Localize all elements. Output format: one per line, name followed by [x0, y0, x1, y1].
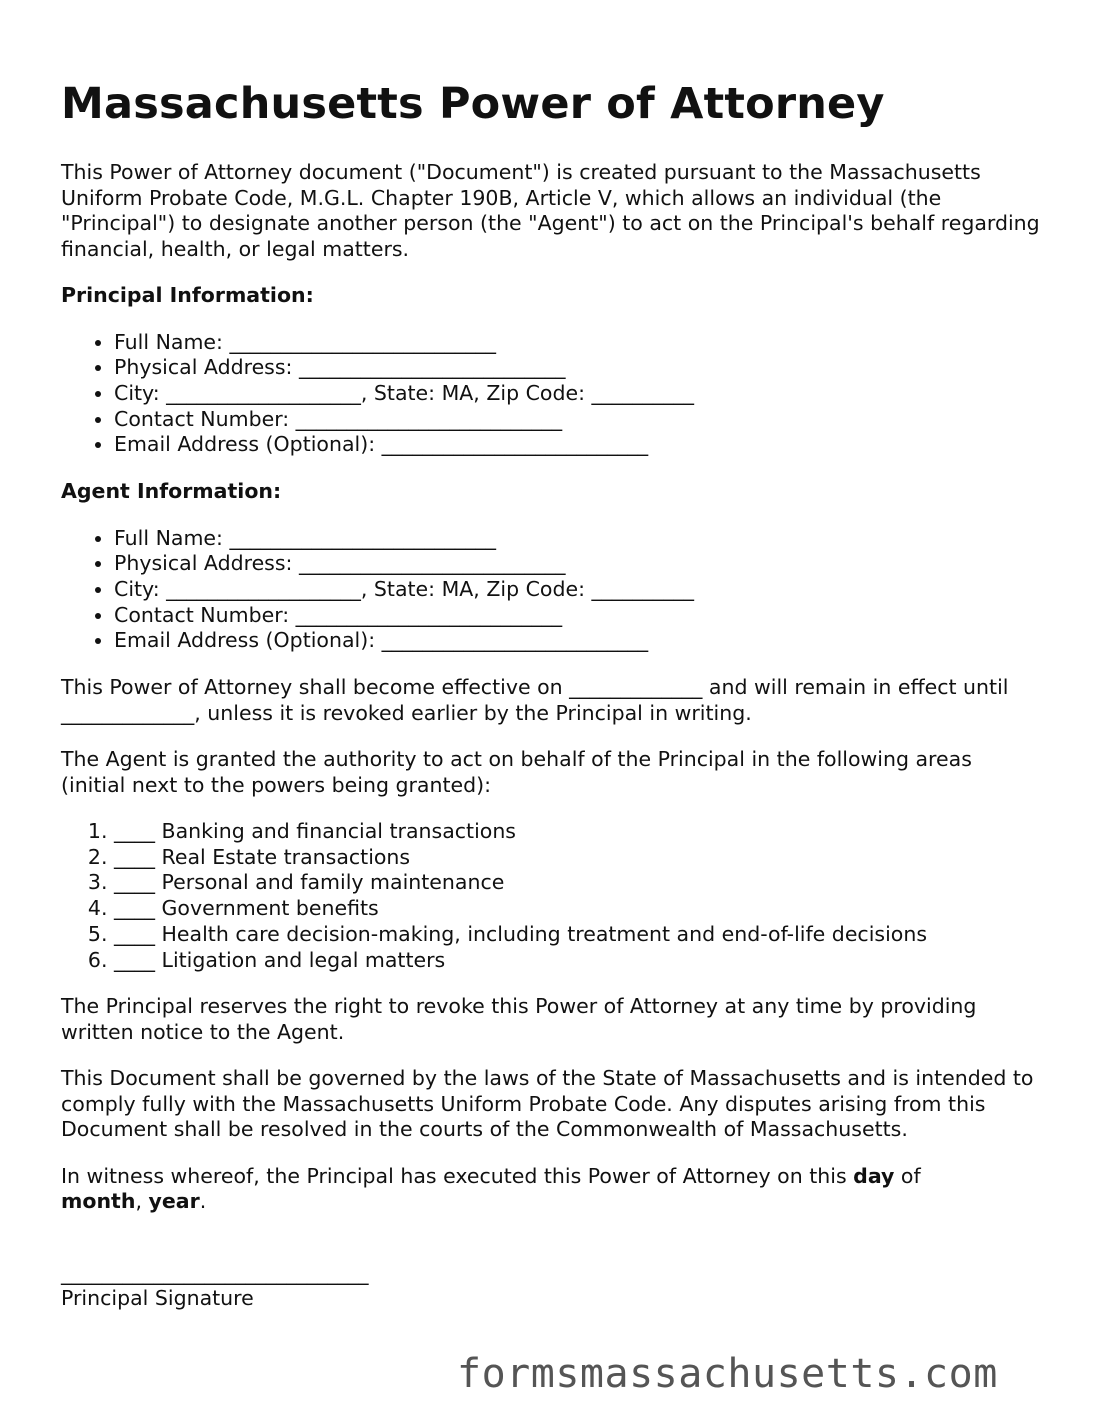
- principal-physical-address-field: • Physical Address: __________________________: [114, 355, 1041, 381]
- agent-full-name-field: • Full Name: __________________________: [114, 526, 1041, 552]
- signature-line: ______________________________: [61, 1260, 369, 1285]
- intro-paragraph: This Power of Attorney document ("Document") is created pursuant to the Massachusetts Uniform Probate Code, M.G.L. Chapter 190B, Article V, which allows an individual (the "Principal") to designate another person (the "Agent") to act on the Principal's behalf regarding financial, health, or legal matters.: [61, 160, 1040, 261]
- principal-heading: Principal Information:: [61, 283, 314, 307]
- power-real-estate: 2. ____ Real Estate transactions: [114, 845, 1041, 871]
- witness-of: of: [894, 1163, 921, 1188]
- principal-fields-list: [61, 330, 1041, 459]
- site-watermark: formsmassachusetts.com: [457, 1351, 998, 1397]
- power-litigation: 6. ____ Litigation and legal matters: [114, 948, 1041, 974]
- powers-list: [61, 819, 1041, 973]
- agent-fields-list: [61, 526, 1041, 655]
- witness-day: day: [853, 1163, 895, 1188]
- agent-physical-address-field: • Physical Address: __________________________: [114, 551, 1041, 577]
- power-health-care: 5. ____ Health care decision-making, including treatment and end-of-life decisions: [114, 922, 1041, 948]
- power-banking: 1. ____ Banking and financial transactions: [114, 819, 1041, 845]
- agent-contact-number-field: • Contact Number: __________________________: [114, 603, 1041, 629]
- witness-paragraph: [61, 1164, 1041, 1215]
- witness-month: month: [61, 1189, 136, 1214]
- principal-full-name-field: • Full Name: __________________________: [114, 330, 1041, 356]
- power-family-maintenance: 3. ____ Personal and family maintenance: [114, 870, 1041, 896]
- witness-comma: ,: [135, 1189, 149, 1214]
- effective-date-paragraph: This Power of Attorney shall become effective on _____________ and will remain in effect until _____________, unless it is revoked earlier by the Principal in writing.: [61, 675, 1009, 725]
- power-government-benefits: 4. ____ Government benefits: [114, 896, 1041, 922]
- authority-intro-paragraph: The Agent is granted the authority to act on behalf of the Principal in the following areas (initial next to the powers being granted):: [61, 747, 972, 797]
- witness-prefix: In witness whereof, the Principal has executed this Power of Attorney on this: [61, 1163, 854, 1188]
- principal-contact-number-field: • Contact Number: __________________________: [114, 407, 1041, 433]
- witness-period: .: [199, 1189, 207, 1214]
- witness-year: year: [148, 1189, 200, 1214]
- document-page: [61, 78, 1041, 1312]
- agent-email-field: • Email Address (Optional): __________________________: [114, 628, 1041, 654]
- signature-label: Principal Signature: [61, 1286, 254, 1311]
- agent-city-state-zip-field: • City: ___________________, State: MA, Zip Code: __________: [114, 577, 1041, 603]
- governing-law-paragraph: This Document shall be governed by the laws of the State of Massachusetts and is intended to comply fully with the Massachusetts Uniform Probate Code. Any disputes arising from this Document shall be resolved in the courts of the Commonwealth of Massachusetts.: [61, 1066, 1034, 1142]
- signature-block: [61, 1261, 1041, 1312]
- agent-heading: Agent Information:: [61, 479, 282, 504]
- revocation-paragraph: The Principal reserves the right to revoke this Power of Attorney at any time by providing written notice to the Agent.: [61, 994, 977, 1044]
- principal-email-field: • Email Address (Optional): __________________________: [114, 432, 1041, 458]
- principal-city-state-zip-field: • City: ___________________, State: MA, Zip Code: __________: [114, 381, 1041, 407]
- document-title: Massachusetts Power of Attorney: [61, 79, 885, 129]
